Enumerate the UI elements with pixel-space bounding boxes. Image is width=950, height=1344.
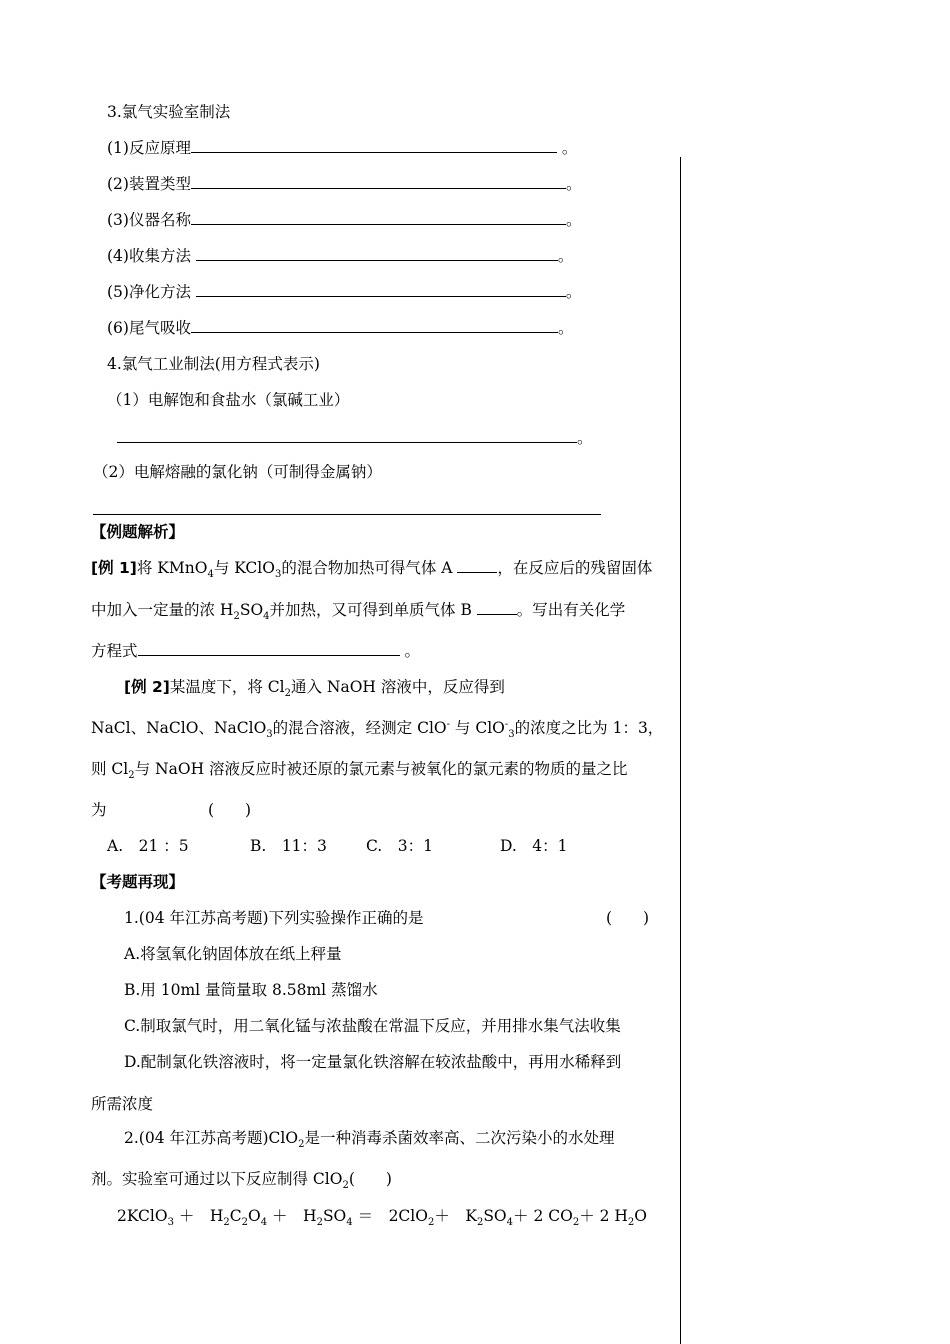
- item-end: 。: [556, 139, 578, 157]
- text: 则 Cl: [91, 760, 129, 778]
- text: NaCl、NaClO、NaClO: [91, 719, 267, 737]
- item-end: 。: [557, 319, 574, 337]
- option-a[interactable]: A. 21 ：5: [107, 837, 189, 855]
- option-d[interactable]: D. 4：1: [500, 837, 568, 855]
- subscript: 3: [167, 1217, 174, 1229]
- answer-blank[interactable]: [191, 138, 557, 153]
- answer-paren[interactable]: ( ): [348, 1170, 392, 1188]
- example2-tag: [例 2]: [124, 678, 170, 696]
- examples-heading: 【例题解析】: [91, 523, 185, 541]
- item-label: (1)反应原理: [107, 139, 191, 157]
- section3-item-1: [107, 138, 577, 158]
- subscript: 2: [223, 1217, 230, 1229]
- section4-item-2: （2）电解熔融的氯化钠（可制得金属钠）: [93, 463, 382, 481]
- subscript: 2: [572, 1217, 580, 1229]
- text: 与 ClO: [450, 719, 505, 737]
- text: 并加热，又可得到单质气体 B: [269, 601, 477, 619]
- subscript: 2: [298, 1139, 305, 1151]
- subscript: 2: [627, 1217, 635, 1229]
- question1-option-a[interactable]: A.将氢氧化钠固体放在纸上秤量: [124, 945, 342, 963]
- answer-line[interactable]: [93, 514, 601, 515]
- item-end: 。: [565, 211, 582, 229]
- question1-option-d-cont: 所需浓度: [91, 1095, 154, 1113]
- superscript: -: [446, 718, 450, 730]
- subscript: 3: [274, 569, 282, 581]
- subscript: 4: [346, 1217, 353, 1229]
- text: 某温度下，将 Cl: [169, 678, 285, 696]
- equation-text: ＋ 2 CO: [513, 1207, 573, 1225]
- item-label: (2)装置类型: [107, 175, 191, 193]
- item-end: 。: [577, 429, 593, 447]
- question1-option-c[interactable]: C.制取氯气时，用二氧化锰与浓盐酸在常温下反应，并用排水集气法收集: [124, 1017, 621, 1035]
- example2-line2: [91, 718, 664, 741]
- answer-blank[interactable]: [138, 641, 400, 656]
- question2-line1: [124, 1128, 615, 1151]
- text: 。写出有关化学: [516, 601, 626, 619]
- text: SO: [239, 601, 264, 619]
- text: 。: [399, 642, 420, 660]
- subscript: 2: [233, 611, 240, 623]
- text: 的混合物加热可得气体 A: [281, 559, 458, 577]
- example2-line3: [91, 759, 628, 782]
- subscript: 2: [284, 688, 291, 700]
- exam-heading: 【考题再现】: [91, 873, 185, 891]
- example1-line2: [91, 600, 626, 623]
- answer-blank[interactable]: [117, 428, 577, 443]
- answer-blank[interactable]: [191, 210, 566, 225]
- subscript: 2: [427, 1217, 435, 1229]
- section4-item-1: （1）电解饱和食盐水（氯碱工业）: [107, 391, 350, 409]
- subscript: 3: [266, 729, 273, 741]
- text: 将 KMnO: [136, 559, 208, 577]
- section3-item-4: [107, 246, 573, 266]
- example1-line1: [91, 558, 653, 581]
- question1-option-d[interactable]: D.配制氯化铁溶液时，将一定量氯化铁溶解在较浓盐酸中，再用水稀释到: [124, 1053, 622, 1071]
- equation-text: O: [634, 1207, 648, 1225]
- text: 与 KClO: [213, 559, 275, 577]
- text: 方程式: [91, 642, 138, 660]
- section3-title: 3.氯气实验室制法: [107, 103, 231, 121]
- subscript: 2: [316, 1217, 323, 1229]
- subscript: 4: [506, 1217, 514, 1229]
- equation-text: ＋ H: [173, 1207, 224, 1225]
- equation-text: SO: [322, 1207, 347, 1225]
- item-label: (3)仪器名称: [107, 211, 191, 229]
- equation-text: ＋ H: [267, 1207, 317, 1225]
- subscript: 2: [241, 1217, 249, 1229]
- text: 2.(04 年江苏高考题)ClO: [124, 1129, 299, 1147]
- answer-blank[interactable]: [191, 174, 566, 189]
- equation-text: O: [248, 1207, 261, 1225]
- answer-paren[interactable]: ( ): [606, 909, 650, 927]
- answer-blank[interactable]: [191, 318, 558, 333]
- subscript: 2: [342, 1180, 349, 1192]
- page-margin-line: [680, 157, 681, 1344]
- equation-text: ＋ K: [434, 1207, 477, 1225]
- item-end: 。: [565, 283, 582, 301]
- text: 的混合溶液，经测定 ClO: [272, 719, 447, 737]
- equation-text: ＝ 2ClO: [352, 1207, 428, 1225]
- section3-item-3: [107, 210, 581, 230]
- subscript: 3: [508, 729, 515, 741]
- item-end: 。: [557, 247, 574, 265]
- subscript: 4: [263, 611, 270, 623]
- text: 与 NaOH 溶液反应时被还原的氯元素与被氧化的氯元素的物质的量之比: [134, 760, 628, 778]
- text: ，在反应后的残留固体: [497, 559, 653, 577]
- equation-text: 2KClO: [117, 1207, 168, 1225]
- subscript: 4: [207, 569, 214, 581]
- text: 是一种消毒杀菌效率高、二次污染小的水处理: [304, 1129, 615, 1147]
- question1-stem: 1.(04 年江苏高考题)下列实验操作正确的是: [124, 909, 424, 927]
- text: 剂。实验室可通过以下反应制得 ClO: [91, 1170, 343, 1188]
- section4-item-1-answer: [117, 428, 593, 448]
- example2-line1: [124, 677, 505, 700]
- text: 通入 NaOH 溶液中，反应得到: [290, 678, 505, 696]
- section3-item-2: [107, 174, 581, 194]
- item-end: 。: [565, 175, 582, 193]
- answer-blank[interactable]: [477, 600, 517, 615]
- option-b[interactable]: B. 11：3: [250, 837, 327, 855]
- equation-text: C: [229, 1207, 242, 1225]
- equation-text: SO: [483, 1207, 507, 1225]
- section4-title: 4.氯气工业制法(用方程式表示): [107, 355, 320, 373]
- example2-line4: 为: [91, 801, 107, 819]
- superscript: -: [504, 718, 509, 730]
- answer-paren[interactable]: ( ): [208, 801, 252, 819]
- option-c[interactable]: C. 3：1: [366, 837, 433, 855]
- item-label: (5)净化方法: [107, 283, 196, 301]
- subscript: 2: [128, 770, 135, 782]
- answer-blank[interactable]: [457, 558, 497, 573]
- text: 中加入一定量的浓 H: [91, 601, 234, 619]
- question1-option-b[interactable]: B.用 10ml 量筒量取 8.58ml 蒸馏水: [124, 981, 378, 999]
- text: 的浓度之比为 1：3，: [514, 719, 664, 737]
- subscript: 2: [476, 1217, 484, 1229]
- reaction-equation: [117, 1206, 648, 1229]
- section3-item-6: [107, 318, 573, 338]
- example1-tag: [例 1]: [91, 559, 137, 577]
- example1-line3: [91, 641, 420, 661]
- question2-line2: [91, 1169, 392, 1192]
- answer-blank[interactable]: [196, 246, 558, 261]
- answer-blank[interactable]: [196, 282, 566, 297]
- section3-item-5: [107, 282, 581, 302]
- subscript: 4: [260, 1217, 268, 1229]
- equation-text: ＋ 2 H: [579, 1207, 628, 1225]
- item-label: (4)收集方法: [107, 247, 196, 265]
- item-label: (6)尾气吸收: [107, 319, 191, 337]
